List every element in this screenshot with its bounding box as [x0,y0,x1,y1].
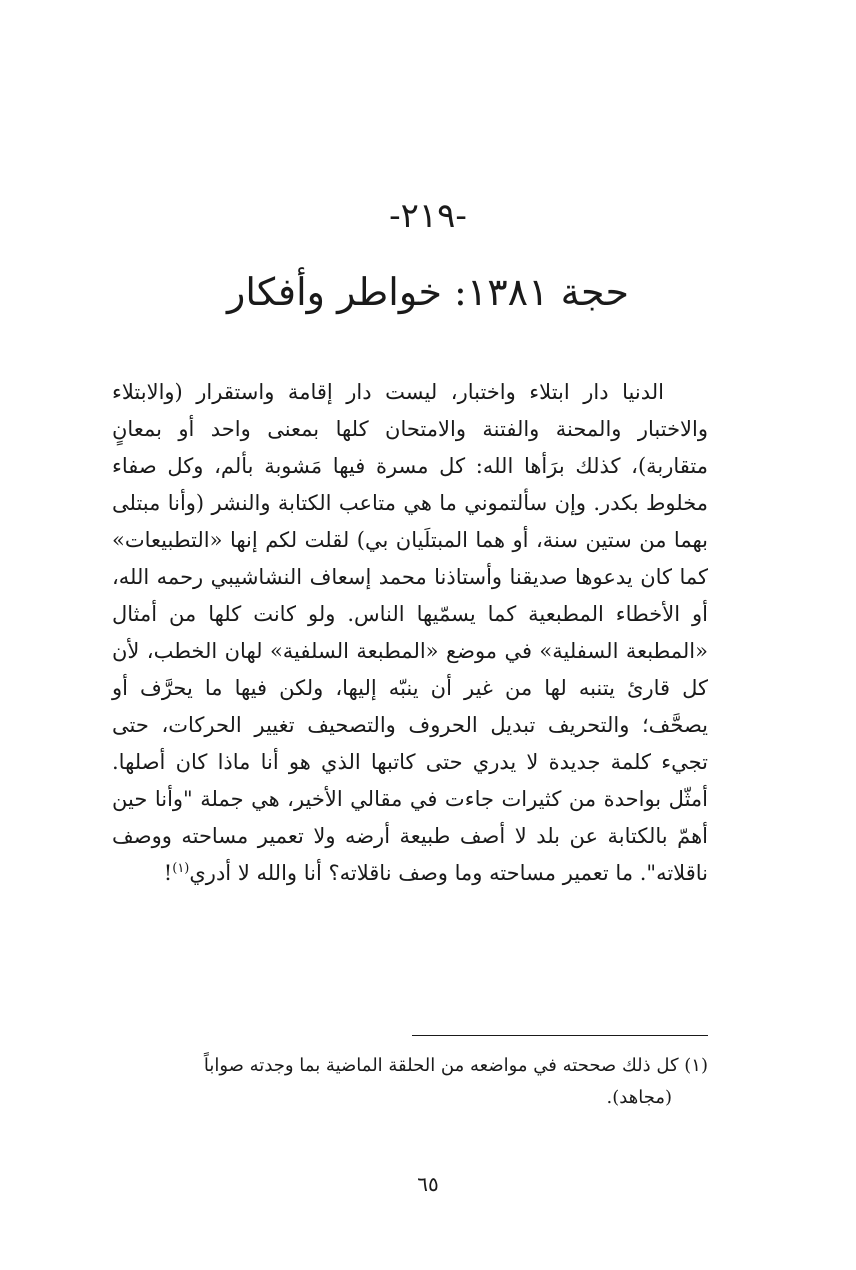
page-number: ٦٥ [417,1172,439,1196]
footnote-number: (١) [684,1055,708,1076]
section-number: -٢١٩- [389,196,467,236]
body-paragraph [112,374,708,892]
footnote-divider [412,1035,708,1036]
footnote-reference: (١) [172,861,190,876]
paragraph-text: الدنيا دار ابتلاء واختبار، ليست دار إقامة واستقرار (والابتلاء والاختبار والمحنة والفتنة والامتحان كلها بمعنى واحد أو بمعانٍ متقاربة)، كذلك برَأها الله: كل مسرة فيها مَشوبة بألم، وكل صفاء مخلوط بكدر. وإن سألتموني ما هي متاعب الكتابة والنشر (وأنا مبتلى بهما من ستين سنة، أو هما المبتلَيان بي) لقلت لكم إنها «التطبيعات» كما كان يدعوها صديقنا وأستاذنا محمد إسعاف النشاشيبي رحمه الله، أو الأخطاء المطبعية كما يسمّيها الناس. ولو كانت كلها من أمثال «المطبعة السفلية» في موضع «المطبعة السلفية» لهان الخطب، لأن كل قارئ يتنبه لها من غير أن ينبّه إليها، ولكن فيها ما يحرَّف أو يصحَّف؛ والتحريف تبديل الحروف والتصحيف تغيير الحركات، حتى تجيء كلمة جديدة لا يدري حتى كاتبها الذي هو أنا ماذا كان أصلها. أمثّل بواحدة من كثيرات جاءت في مقالي الأخير، هي جملة "وأنا حين أهمّ بالكتابة عن بلد لا أصف طبيعة أرضه ولا تعمير مساحته ووصف ناقلاته". ما تعمير مساحته وما وصف ناقلاته؟ أنا والله لا أدري [112,380,708,885]
footnote-text: كل ذلك صححته في مواضعه من الحلقة الماضية بما وجدته صواباً [203,1055,679,1076]
body-text [112,374,708,892]
paragraph-end-punctuation: ! [163,861,173,885]
page-title: حجة ١٣٨١: خواطر وأفكار [227,270,629,314]
footnote-continuation: (مجاهد). [606,1087,672,1108]
footnote [112,1050,708,1114]
